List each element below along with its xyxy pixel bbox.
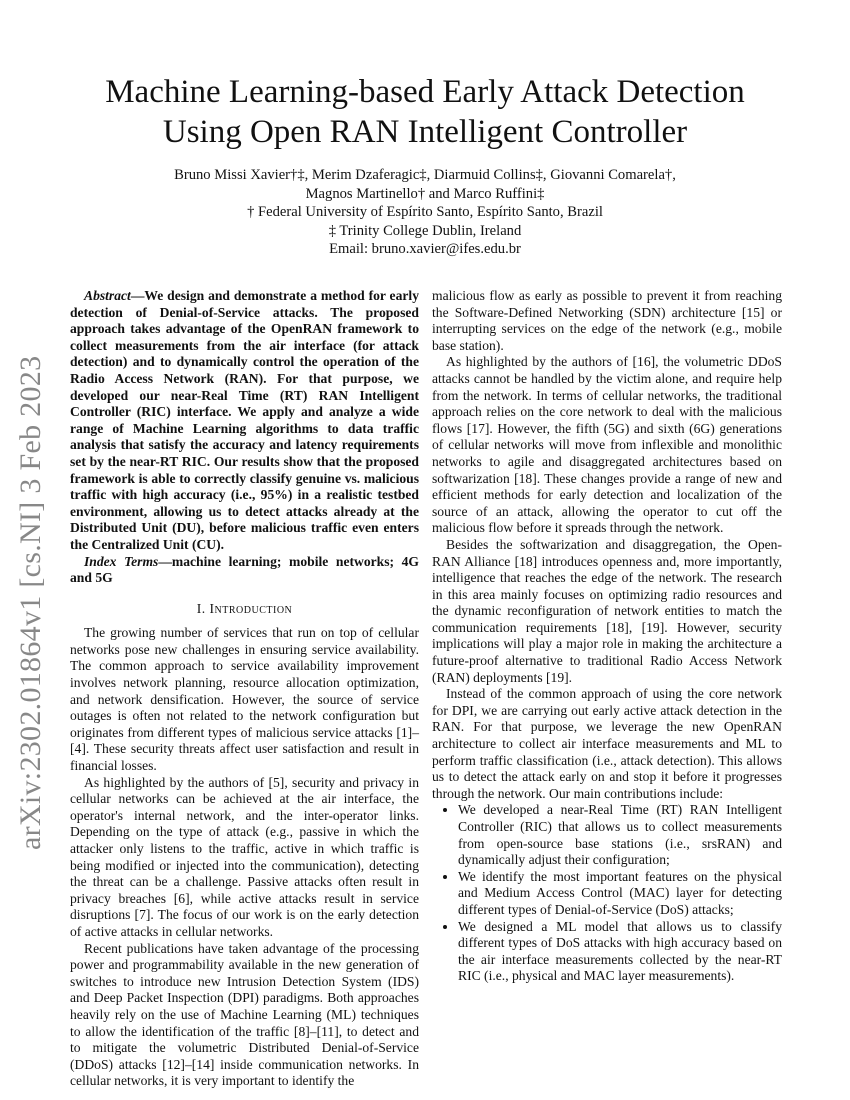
section-heading: I. Introduction [196, 600, 293, 616]
author-line-1: Bruno Missi Xavier†‡, Merim Dzaferagic‡, Diarmuid Collins‡, Giovanni Comarela†, [174, 167, 676, 183]
list-item: • We identify the most important features on the physical and Medium Access Control (MAC) layer for detecting different types of Denial-of-Service (DoS) attacks; [458, 869, 782, 919]
paragraph: As highlighted by the authors of [5], security and privacy in cellular networks can be achieved at the air interface, the operator's internal network, and the inter-operator links. Depending on the type of attack (e.g., passive in which the attacker only listens to the traffic, active in which traffic is being modified or injected into the communication), detecting the threat can be a challenge. Passive attacks often result in privacy breaches [6], while active attacks result in service disruptions [7]. The focus of our work is on the early detection of active attacks in cellular networks. [70, 774, 419, 939]
author-line-2: Magnos Martinello† and Marco Ruffini‡ [305, 185, 545, 202]
index-terms-text: —machine learning; mobile networks; 4G and 5G [70, 553, 419, 586]
paragraph: The growing number of services that run on top of cellular networks pose new challenges in ensuring service availability. The common approach to service availability improvement involves network planning, resource allocation optimization, and network densification. However, the source of service outages is often not related to the network configuration but originates from different types of malicious service attacks [1]–[4]. These security threats affect user satisfaction and result in financial losses. [70, 625, 419, 774]
left-column [70, 288, 419, 1090]
list-item: • We developed a near-Real Time (RT) RAN Intelligent Controller (RIC) that allows us to collect measurements from open-source base stations (i.e., srsRAN) and dynamically adjust their configuration; [458, 802, 782, 868]
affiliation-2: ‡ Trinity College Dublin, Ireland [328, 222, 522, 239]
paragraph: Besides the softwarization and disaggregation, the Open-RAN Alliance [18] introduces openness and, more importantly, intelligence that reaches the edge of the network. The research in this area mainly focuses on optimizing radio resources and the dynamic reconfiguration of network entities to match the communication requirements [18], [19]. However, security implications will play a major role in making the architecture a future-proof alternative to traditional Radio Access Network (RAN) deployments [19]. [432, 536, 782, 685]
paragraph: As highlighted by the authors of [16], the volumetric DDoS attacks cannot be handled by the victim alone, and require help from the network. In terms of cellular networks, the traditional approach relies on the core network to deal with the malicious flows [17]. However, the fifth (5G) and sixth (6G) generations of cellular networks will move from inflexible and monolithic networks to agile and disaggregated architectures based on softwarization [18]. These changes provide a range of new and efficient methods for early detection and localization of the source of an attack, allowing the operator to cut off the malicious flow before it spreads through the network. [432, 354, 782, 536]
title-line-2: Using Open RAN Intelligent Controller [162, 114, 688, 150]
author-block [0, 166, 850, 259]
index-terms [70, 554, 419, 587]
contributions-list [432, 802, 782, 985]
title-line-1: Machine Learning-based Early Attack Detection [105, 74, 745, 110]
paragraph: Instead of the common approach of using the core network for DPI, we are carrying out early active attack detection in the RAN. For that purpose, we leverage the new OpenRAN architecture to collect air interface measurements and ML to perform traffic classification (i.e., attack detection). This allows us to detect the attack early on and stop it before it progresses through the network. Our main contributions include: [432, 686, 782, 801]
paragraph: Recent publications have taken advantage of the processing power and programmability available in the new generation of switches to introduce new Intrusion Detection System (IDS) and Deep Packet Inspection (DPI) paradigms. Both approaches heavily rely on the use of Machine Learning (ML) techniques to allow the identification of the traffic [8]–[11], to detect and to mitigate the volumetric Distributed Denial-of-Service (DDoS) attacks [12]–[14] inside communication networks. In cellular networks, it is very important to identify the [70, 940, 419, 1089]
email: Email: bruno.xavier@ifes.edu.br [329, 241, 521, 257]
paper-title [0, 72, 850, 152]
paragraph: malicious flow as early as possible to prevent it from reaching the Software-Defined Networking (SDN) architecture [15] or interrupting services on the edge of the network (e.g., mobile base station). [432, 288, 782, 353]
right-column [432, 288, 782, 985]
index-terms-label: Index Terms [84, 553, 159, 569]
abstract-text: —We design and demonstrate a method for early detection of Denial-of-Service attacks. The proposed approach takes advantage of the OpenRAN framework to collect measurements from the air interface (for attack detection) and to dynamically control the operation of the Radio Access Network (RAN). For that purpose, we developed our near-Real Time (RT) RAN Intelligent Controller (RIC) interface. We apply and analyze a wide range of Machine Learning algorithms to data traffic analysis that satisfy the accuracy and latency requirements set by the near-RT RIC. Our results show that the proposed framework is able to correctly classify genuine vs. malicious traffic with high accuracy (i.e., 95%) in a realistic testbed environment, allowing us to detect attacks already at the Distributed Unit (DU), before malicious traffic even enters the Centralized Unit (CU). [70, 288, 419, 552]
arxiv-stamp: arXiv:2302.01864v1 [cs.NI] 3 Feb 2023 [14, 355, 47, 850]
affiliation-1: † Federal University of Espírito Santo, Espírito Santo, Brazil [247, 204, 603, 220]
abstract [70, 288, 419, 554]
list-item: • We designed a ML model that allows us to classify different types of DoS attacks with high accuracy based on the air interface measurements collected by the near-RT RIC (i.e., physical and MAC layer measurements). [458, 919, 782, 985]
abstract-label: Abstract [84, 288, 131, 303]
